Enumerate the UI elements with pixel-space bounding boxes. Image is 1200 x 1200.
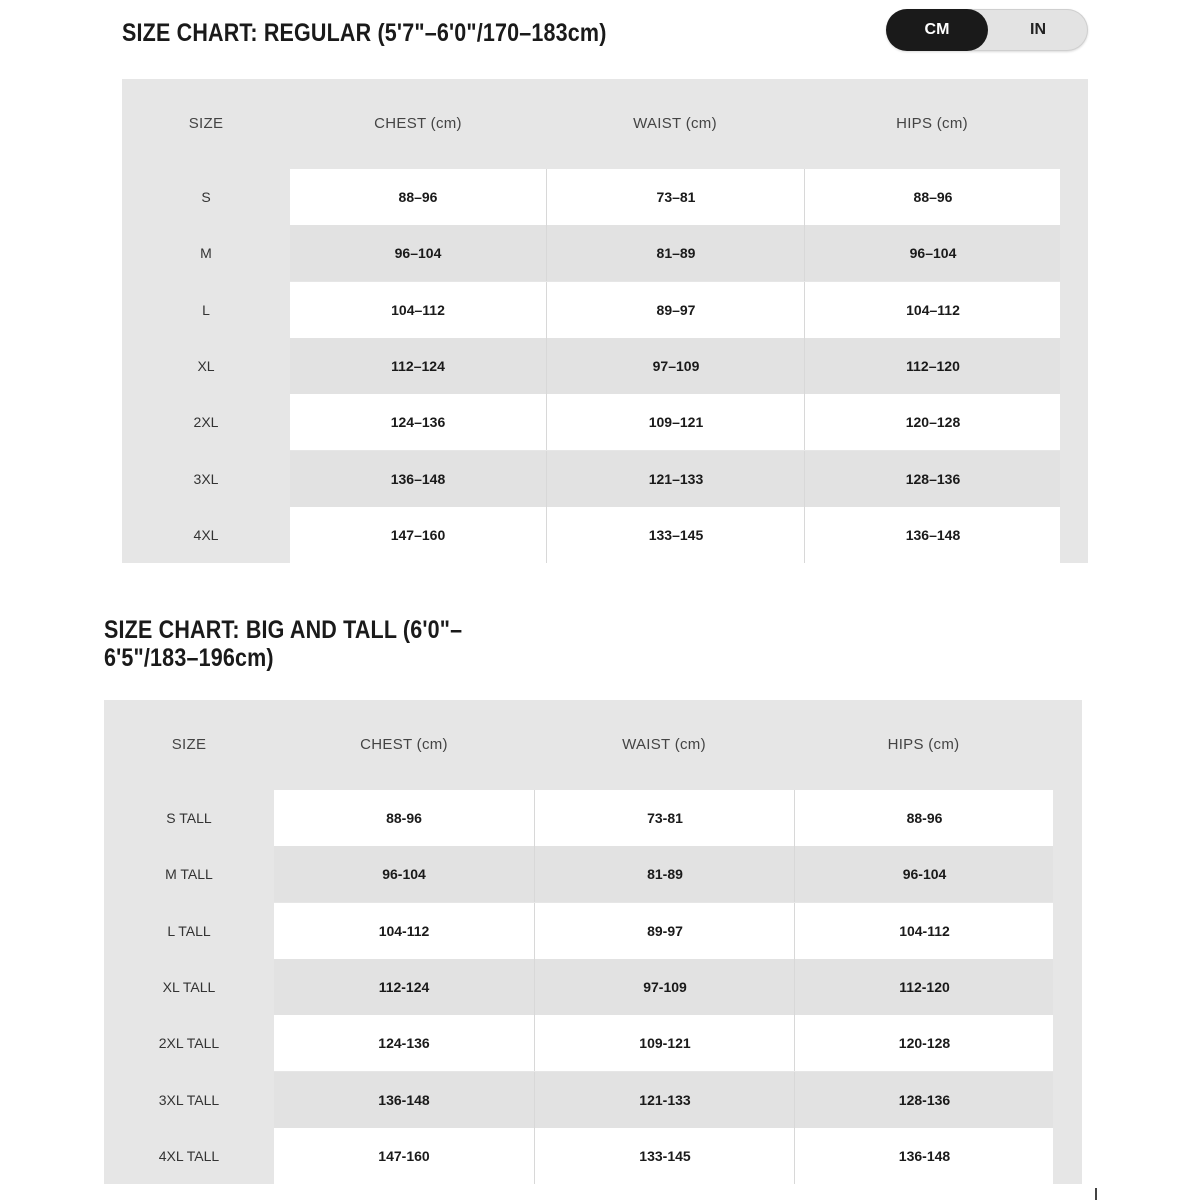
measurement-cells xyxy=(290,394,1060,450)
size-label: M xyxy=(200,245,212,262)
chest-value: 96-104 xyxy=(382,866,426,883)
chest-value: 147-160 xyxy=(378,1147,430,1164)
size-label: 2XL xyxy=(193,414,219,431)
column-header-size: SIZE xyxy=(171,736,207,753)
header-row xyxy=(122,79,1088,169)
hips-value: 96-104 xyxy=(794,846,1054,902)
chest-value: 124-136 xyxy=(378,1035,430,1052)
chest-value: 136-148 xyxy=(378,1091,430,1108)
waist-value: 97–109 xyxy=(546,338,805,394)
hips-value: 128–136 xyxy=(804,451,1061,507)
hips-value: 128-136 xyxy=(794,1072,1054,1128)
table-row xyxy=(104,846,1082,902)
hips-value: 112-120 xyxy=(794,959,1054,1015)
measurement-cells xyxy=(274,1015,1053,1071)
big-and-tall-title-line-1: SIZE CHART: BIG AND TALL (6'0"– xyxy=(104,616,463,644)
measurement-cells xyxy=(290,451,1060,507)
size-label: L xyxy=(202,301,210,318)
hips-value: 136–148 xyxy=(804,507,1061,563)
waist-value: 89–97 xyxy=(546,282,805,338)
measurement-cells xyxy=(290,169,1060,225)
measurement-cells xyxy=(274,903,1053,959)
waist-value: 121-133 xyxy=(534,1072,795,1128)
size-label: 4XL TALL xyxy=(158,1147,220,1164)
table-row xyxy=(104,959,1082,1015)
edge-mark xyxy=(1095,1188,1097,1200)
table-row xyxy=(104,1072,1082,1128)
column-header-waist: WAIST (cm) xyxy=(622,736,706,753)
chest-value: 104–112 xyxy=(391,301,445,318)
table-row xyxy=(104,903,1082,959)
chest-value: 104-112 xyxy=(378,922,430,939)
big-and-tall-chart-title xyxy=(104,616,462,672)
chest-value: 88–96 xyxy=(398,189,438,205)
measurement-cells xyxy=(290,282,1060,338)
hips-value: 88–96 xyxy=(804,169,1061,225)
chest-value: 112-124 xyxy=(378,978,430,995)
regular-size-table xyxy=(122,79,1088,563)
waist-value: 109–121 xyxy=(546,394,805,450)
table-row xyxy=(122,507,1088,563)
waist-value: 133–145 xyxy=(546,507,805,563)
waist-value: 109-121 xyxy=(534,1015,795,1071)
column-header-chest: CHEST (cm) xyxy=(360,736,448,753)
waist-value: 89-97 xyxy=(534,903,795,959)
waist-value: 81–89 xyxy=(546,225,805,281)
regular-chart-title: SIZE CHART: REGULAR (5'7"–6'0"/170–183cm) xyxy=(122,19,607,47)
size-label: XL xyxy=(197,357,215,374)
unit-cm-option[interactable]: CM xyxy=(886,9,988,51)
table-row xyxy=(122,338,1088,394)
measurement-cells xyxy=(290,507,1060,563)
column-header-chest: CHEST (cm) xyxy=(374,115,462,132)
big-and-tall-size-table xyxy=(104,700,1082,1184)
waist-value: 73-81 xyxy=(534,790,795,846)
size-label: 3XL TALL xyxy=(158,1091,220,1108)
chest-value: 88-96 xyxy=(386,810,422,826)
chest-value: 124–136 xyxy=(390,414,446,431)
waist-value: 121–133 xyxy=(546,451,805,507)
size-label: S TALL xyxy=(166,810,212,826)
measurement-cells xyxy=(274,1128,1053,1184)
measurement-cells xyxy=(274,790,1053,846)
unit-toggle[interactable] xyxy=(886,9,1088,51)
waist-value: 73–81 xyxy=(546,169,805,225)
measurement-cells xyxy=(274,1072,1053,1128)
column-header-size: SIZE xyxy=(188,115,224,132)
table-row xyxy=(122,225,1088,281)
size-label: M TALL xyxy=(165,866,213,883)
hips-value: 120–128 xyxy=(804,394,1061,450)
table-row xyxy=(122,282,1088,338)
waist-value: 97-109 xyxy=(534,959,795,1015)
size-label: 2XL TALL xyxy=(158,1035,220,1052)
chest-value: 96–104 xyxy=(394,245,442,262)
size-label: XL TALL xyxy=(162,978,216,995)
waist-value: 81-89 xyxy=(534,846,795,902)
waist-value: 133-145 xyxy=(534,1128,795,1184)
hips-value: 104-112 xyxy=(794,903,1054,959)
hips-value: 136-148 xyxy=(794,1128,1054,1184)
measurement-cells xyxy=(274,959,1053,1015)
big-and-tall-title-line-2: 6'5"/183–196cm) xyxy=(104,644,274,672)
table-row xyxy=(122,169,1088,225)
hips-value: 96–104 xyxy=(804,225,1061,281)
size-label: 3XL xyxy=(193,470,219,487)
column-header-hips: HIPS (cm) xyxy=(896,115,968,132)
hips-value: 112–120 xyxy=(804,338,1061,394)
hips-value: 120-128 xyxy=(794,1015,1054,1071)
measurement-cells xyxy=(290,225,1060,281)
table-row xyxy=(122,394,1088,450)
measurement-cells xyxy=(274,846,1053,902)
measurement-cells xyxy=(290,338,1060,394)
size-label: 4XL xyxy=(193,526,219,543)
size-label: L TALL xyxy=(167,922,211,939)
table-row xyxy=(122,451,1088,507)
hips-value: 104–112 xyxy=(804,282,1061,338)
column-header-waist: WAIST (cm) xyxy=(633,115,717,132)
unit-in-option[interactable]: IN xyxy=(1030,21,1046,38)
column-header-hips: HIPS (cm) xyxy=(887,736,960,753)
table-row xyxy=(104,790,1082,846)
header-row xyxy=(104,700,1082,790)
hips-value: 88-96 xyxy=(794,790,1054,846)
table-row xyxy=(104,1128,1082,1184)
chest-value: 136–148 xyxy=(390,470,446,487)
chest-value: 112–124 xyxy=(391,357,445,374)
table-row xyxy=(104,1015,1082,1071)
chest-value: 147–160 xyxy=(390,526,446,543)
size-label: S xyxy=(201,189,211,205)
